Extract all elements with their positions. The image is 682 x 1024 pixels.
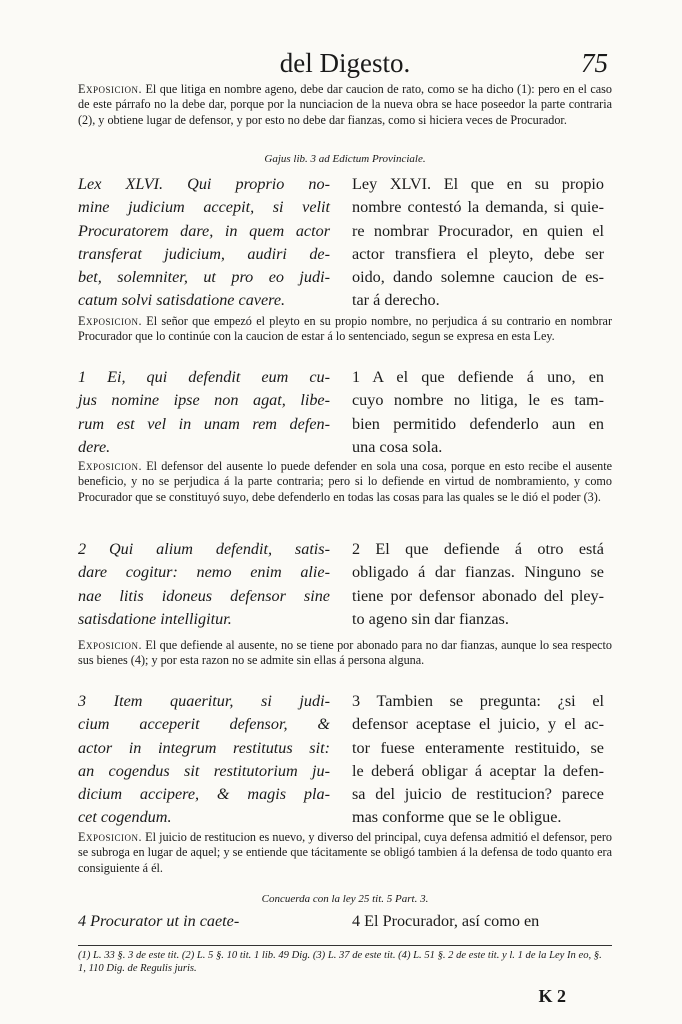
source-citation: Gajus lib. 3 ad Edictum Provinciale. [264,153,426,165]
note-lead: Exposicion. [78,82,142,96]
latin-line: 3 Item quaeritur, si judi- [78,692,330,710]
spanish-line: to ageno sin dar fianzas. [352,609,509,628]
latin-line: dere. [78,437,111,456]
note-text: El defensor del ausente lo puede defender en sola una cosa, porque en esto recibe el ausente beneficio, y no se perjudica á la parte contraria; pero si lo defiende en virtud de nombramiento, y como Procurador que se constituyó suyo, debe defenderlo en todas las cosas para las quales se le dió el poder (3). [78,459,613,504]
spanish-line: nombre contestó la demanda, si quie- [352,198,604,217]
footnotes: (1) L. 33 §. 3 de este tit. (2) L. 5 §. 10 tit. 1 lib. 49 Dig. (3) L. 37 de este tit. (4) L. 51 §. 2 de este tit. y l. 1 de la Ley In eo, §. 1, 110 Dig. de Regulis juris. [78,945,612,975]
spanish-line: tor fuese enteramente restituido, se [352,738,604,757]
latin-column [78,366,330,459]
latin-line: dare cogitur: nemo enim alie- [78,563,330,582]
spanish-line: 1 A el que defiende á uno, en [352,368,604,386]
latin-line: mine judicium accepit, si velit [78,198,330,217]
note-lead: Exposicion. [78,638,142,652]
latin-line: an cogendus sit restitutorium ju- [78,761,330,780]
latin-line: 4 Procurator ut in caete- [78,912,240,930]
spanish-line: 2 El que defiende á otro está [352,540,604,558]
spanish-column [352,910,604,933]
latin-line: actor in integrum restitutus sit: [78,738,330,757]
spanish-line: re nombrar Procurador, en quien el [352,221,604,240]
spanish-line: tar á derecho. [352,291,440,310]
spanish-line: defensor aceptase el juicio, y el ac- [352,715,604,734]
spanish-line: 4 El Procurador, así como en [352,912,540,930]
page-header [78,48,612,82]
latin-line: transferat judicium, audiri de- [78,244,330,263]
note-text: El juicio de restitucion es nuevo, y diverso del principal, cuya defensa admitió el defensor, pero se subroga en lugar de aquel; y se entiende que tácitamente se obligó tambien á la defensa de todo quanto era consiguiente á él. [78,830,613,875]
concordance-citation: Concuerda con la ley 25 tit. 5 Part. 3. [261,893,429,905]
note-lead: Exposicion. [78,314,142,328]
exposicion-note [78,638,612,669]
spanish-line: una cosa sola. [352,437,443,456]
spanish-line: cuyo nombre no litiga, le es tam- [352,391,604,410]
spanish-line: le deberá obligar á aceptar la defen- [352,761,604,780]
signature-mark: K 2 [538,986,566,1006]
spanish-line: sa del juicio de restitucion? parece [352,785,604,804]
spanish-line: actor transfiera el pleyto, debe ser [352,244,604,263]
exposicion-note [78,82,612,128]
latin-line: Procuratorem dare, in quem actor [78,221,330,240]
spanish-column [352,690,604,830]
latin-line: rum est vel in unam rem defen- [78,414,330,433]
note-lead: Exposicion. [78,830,142,844]
spanish-line: oido, dando solemne caucion de es- [352,268,604,287]
running-title: del Digesto. [279,48,411,78]
spanish-line: mas conforme que se le obligue. [352,808,562,827]
note-lead: Exposicion. [78,459,142,473]
latin-column [78,538,330,631]
note-text: El señor que empezó el pleyto en su propio nombre, no perjudica á su contrario en nombrar Procurador que lo continúe con la caucion de estar á lo sentenciado, segun se expresa en esta Ley. [78,314,613,344]
spanish-line: tiene por defensor abonado del pley- [352,586,604,605]
spanish-column [352,538,604,631]
page-number: 75 [581,48,608,78]
latin-line: catum solvi satisdatione cavere. [78,291,286,310]
latin-line: jus nomine ipse non agat, libe- [78,391,330,410]
spanish-line: 3 Tambien se pregunta: ¿si el [352,692,604,710]
exposicion-note [78,830,612,876]
latin-column [78,690,330,830]
exposicion-note [78,314,612,345]
note-text: El que litiga en nombre ageno, debe dar caucion de rato, como se ha dicho (1): pero en el caso de este párrafo no la debe dar, porque por la nunciacion de la nueva obra se hace poseedor la parte contraria (2), y obtiene lugar de defensor, y por esto no debe dar fianzas, como si hiciera veces de Procurador. [78,82,612,127]
latin-line: bet, solemniter, ut pro eo judi- [78,268,330,287]
latin-column [78,173,330,313]
latin-line: satisdatione intelligitur. [78,609,232,628]
spanish-column [352,173,604,313]
latin-line: nae litis idoneus defensor sine [78,586,330,605]
latin-line: cet cogendum. [78,808,172,827]
latin-line: 2 Qui alium defendit, satis- [78,540,330,558]
spanish-column [352,366,604,459]
latin-line: 1 Ei, qui defendit eum cu- [78,368,330,386]
spanish-line: bien permitido defenderlo aun en [352,414,604,433]
latin-line: cium acceperit defensor, & [78,715,330,734]
exposicion-note [78,459,612,505]
latin-column [78,910,330,933]
note-text: El que defiende al ausente, no se tiene por abonado para no dar fianzas, aunque lo sea respecto sus bienes (4); y por esta razon no se admite sin ellas á persona alguna. [78,638,612,668]
latin-line: dicium accipere, & magis pla- [78,785,330,804]
spanish-line: Ley XLVI. El que en su propio [352,175,604,193]
spanish-line: obligado á dar fianzas. Ninguno se [352,563,604,582]
latin-line: Lex XLVI. Qui proprio no- [78,175,330,193]
